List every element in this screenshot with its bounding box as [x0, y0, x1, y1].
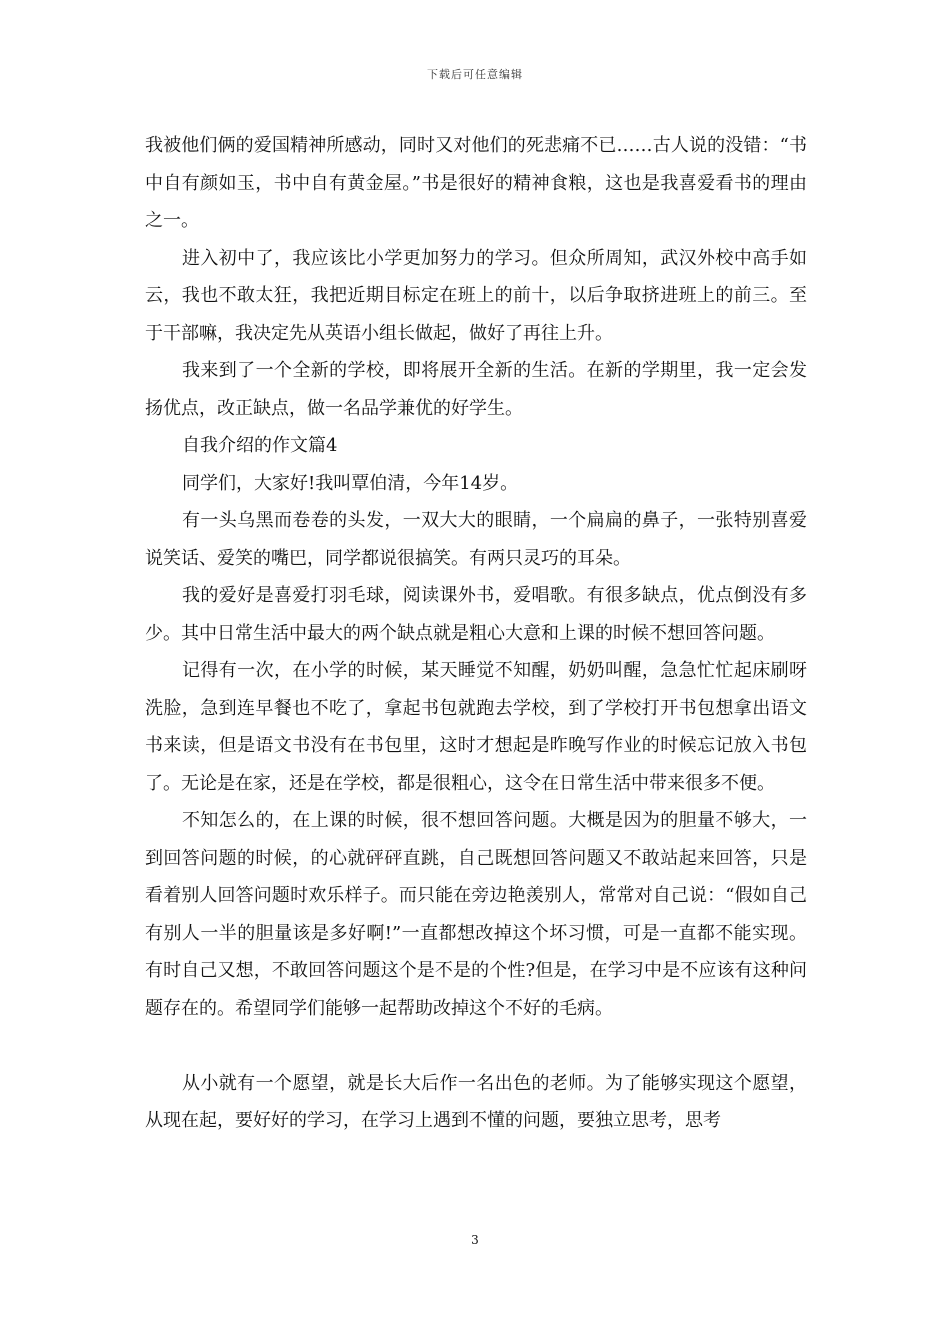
page-number: 3	[471, 1233, 479, 1247]
paragraph: 进入初中了，我应该比小学更加努力的学习。但众所周知，武汉外校中高手如云，我也不敢太狂，我把近期目标定在班上的前十，以后争取挤进班上的前三。至于干部嘛，我决定先从英语小组长做起，做好了再往上升。	[145, 247, 807, 344]
page-header: 下载后可任意编辑	[427, 68, 523, 81]
paragraph: 我来到了一个全新的学校，即将展开全新的生活。在新的学期里，我一定会发扬优点，改正缺点，做一名品学兼优的好学生。	[145, 360, 807, 419]
paragraph: 我的爱好是喜爱打羽毛球，阅读课外书，爱唱歌。有很多缺点，优点倒没有多少。其中日常生活中最大的两个缺点就是粗心大意和上课的时候不想回答问题。	[145, 585, 807, 644]
paragraph: 有一头乌黑而卷卷的头发，一双大大的眼睛，一个扁扁的鼻子，一张特别喜爱说笑话、爱笑的嘴巴，同学都说很搞笑。有两只灵巧的耳朵。	[145, 510, 807, 569]
document-body	[145, 127, 807, 1140]
paragraph: 记得有一次，在小学的时候，某天睡觉不知醒，奶奶叫醒，急急忙忙起床刷呀洗脸，急到连早餐也不吃了，拿起书包就跑去学校，到了学校打开书包想拿出语文书来读，但是语文书没有在书包里，这时才想起是昨晚写作业的时候忘记放入书包了。无论是在家，还是在学校，都是很粗心，这令在日常生活中带来很多不便。	[145, 660, 807, 794]
paragraph-gap	[145, 1027, 807, 1065]
paragraph: 不知怎么的，在上课的时候，很不想回答问题。大概是因为的胆量不够大，一到回答问题的时候，的心就砰砰直跳，自己既想回答问题又不敢站起来回答，只是看着别人回答问题时欢乐样子。而只能在旁边艳羡别人，常常对自己说：“假如自己有别人一半的胆量该是多好啊!”一直都想改掉这个坏习惯，可是一直都不能实现。有时自己又想，不敢回答问题这个是不是的个性?但是，在学习中是不应该有这种问题存在的。希望同学们能够一起帮助改掉这个不好的毛病。	[145, 810, 807, 1019]
paragraph: 从小就有一个愿望，就是长大后作一名出色的老师。为了能够实现这个愿望，从现在起，要好好的学习，在学习上遇到不懂的问题，要独立思考，思考	[145, 1072, 807, 1131]
paragraph: 同学们，大家好!我叫覃伯清，今年14岁。	[182, 472, 519, 494]
paragraph: 我被他们俩的爱国精神所感动，同时又对他们的死悲痛不已……古人说的没错：“书中自有颜如玉，书中自有黄金屋。”书是很好的精神食粮，这也是我喜爱看书的理由之一。	[145, 135, 807, 231]
section-heading: 自我介绍的作文篇4	[182, 435, 338, 456]
